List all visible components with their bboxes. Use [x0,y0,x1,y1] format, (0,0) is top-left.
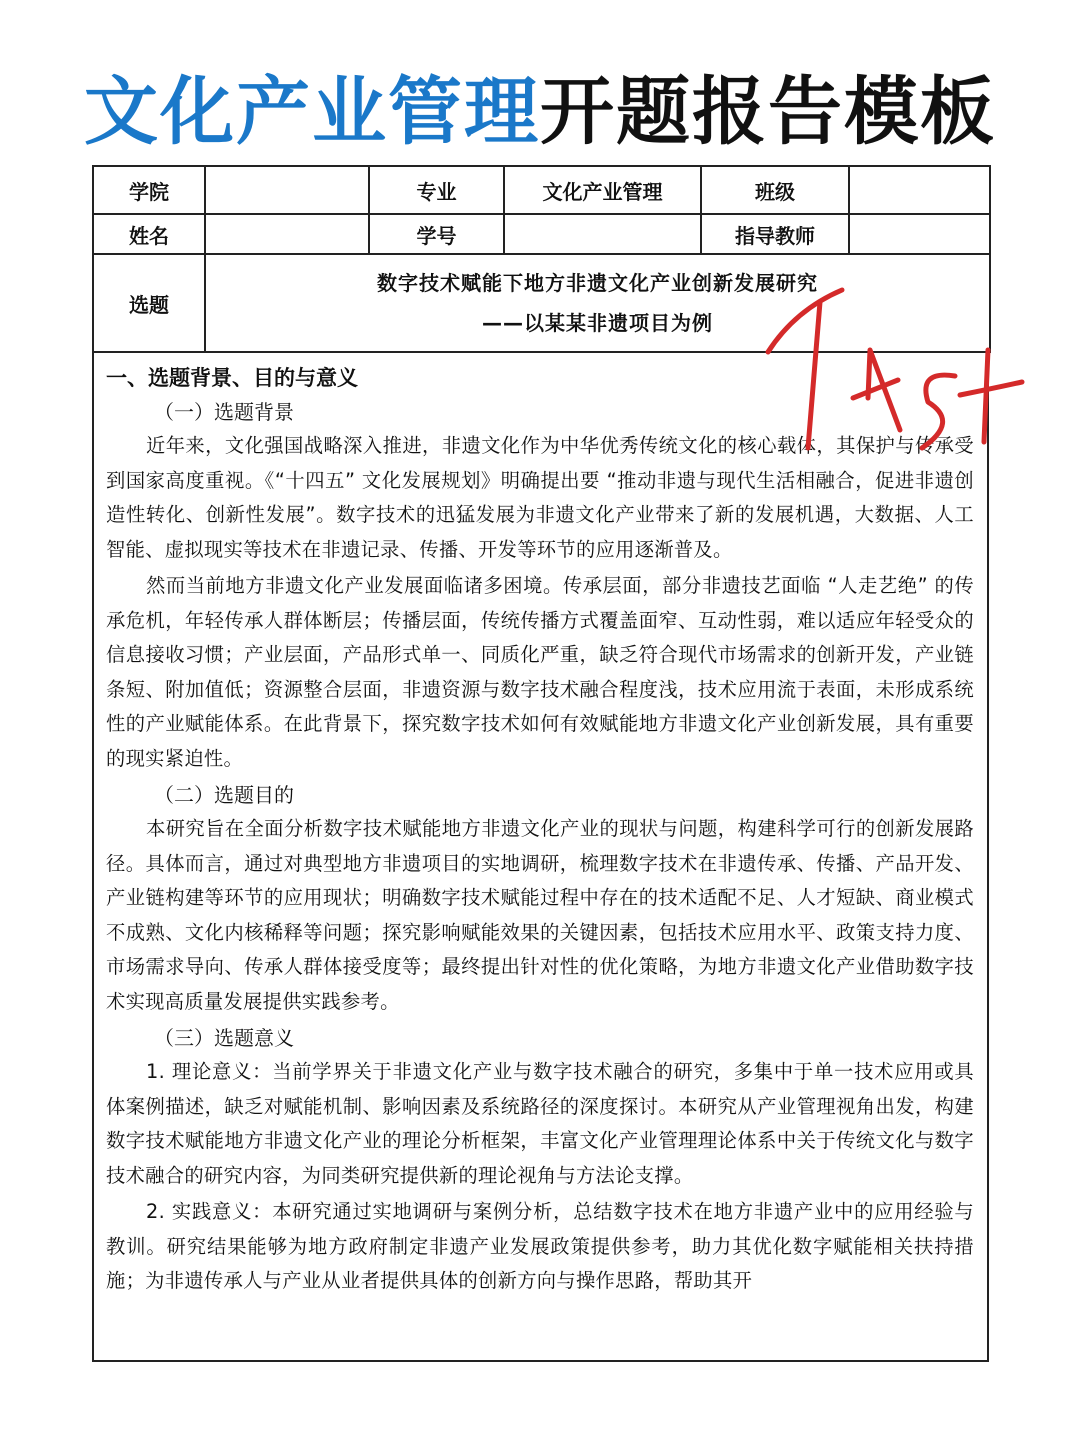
paragraph-purpose: 本研究旨在全面分析数字技术赋能地方非遗文化产业的现状与问题，构建科学可行的创新发展路径。具体而言，通过对典型地方非遗项目的实地调研，梳理数字技术在非遗传承、传播、产品开发、产业链构建等环节的应用现状；明确数字技术赋能过程中存在的技术适配不足、人才短缺、商业模式不成熟、文化内核稀释等问题；探究影响赋能效果的关键因素，包括技术应用水平、政策支持力度、市场需求导向、传承人群体接受度等；最终提出针对性的优化策略，为地方非遗文化产业借助数字技术实现高质量发展提供实践参考。 [106,817,974,1013]
form-row-2 [93,214,990,254]
page-title-blue: 文化产业管理 [84,69,540,155]
student-id-field[interactable] [504,214,701,254]
annotation-stroke-6 [984,350,988,442]
form-row-1 [93,166,990,214]
advisor-field[interactable] [849,214,990,254]
paragraph-background-2: 然而当前地方非遗文化产业发展面临诸多困境。传承层面，部分非遗技艺面临 “人走艺绝” 的传承危机，年轻传承人群体断层；传播层面，传统传播方式覆盖面窄、互动性弱，难以适应年轻受众的信息接收习惯；产业层面，产品形式单一、同质化严重，缺乏符合现代市场需求的创新开发，产业链条短、附加值低；资源整合层面，非遗资源与数字技术融合程度浅，技术应用流于表面，未形成系统性的产业赋能体系。在此背景下，探究数字技术如何有效赋能地方非遗文化产业创新发展，具有重要的现实紧迫性。 [106,574,974,770]
handwritten-annotation [750,280,1030,460]
annotation-stroke-4 [853,380,898,398]
name-label: 姓名 [93,214,205,254]
annotation-strokes [768,290,1022,448]
college-label: 学院 [93,166,205,214]
annotation-stroke-7 [960,382,1022,395]
topic-line-1: 数字技术赋能下地方非遗文化产业创新发展研究 [377,271,818,295]
subheading-purpose: （二）选题目的 [154,783,294,807]
annotation-stroke-5 [922,375,955,448]
annotation-stroke-2 [808,302,820,448]
major-label: 专业 [369,166,504,214]
subheading-background: （一）选题背景 [154,400,294,424]
paragraph-practical: 2. 实践意义：本研究通过实地调研与案例分析，总结数字技术在地方非遗产业中的应用经验与教训。研究结果能够为地方政府制定非遗产业发展政策提供参考，助力其优化数字赋能相关扶持措施；为非遗传承人与产业从业者提供具体的创新方向与操作思路，帮助其开 [106,1200,974,1292]
section-heading: 一、选题背景、目的与意义 [106,366,358,390]
topic-label: 选题 [93,254,205,352]
major-field[interactable]: 文化产业管理 [504,166,701,214]
subheading-significance: （三）选题意义 [154,1026,294,1050]
topic-line-2: ——以某某非遗项目为例 [482,311,713,335]
paragraph-background-1: 近年来，文化强国战略深入推进，非遗文化作为中华优秀传统文化的核心载体，其保护与传承受到国家高度重视。《“十四五” 文化发展规划》明确提出要 “推动非遗与现代生活相融合，促进非遗创造性转化、创新性发展”。数字技术的迅猛发展为非遗文化产业带来了新的发展机遇，大数据、人工智能、虚拟现实等技术在非遗记录、传播、开发等环节的应用逐渐普及。 [106,434,974,561]
class-label: 班级 [701,166,849,214]
college-field[interactable] [205,166,369,214]
paragraph-theoretical: 1. 理论意义：当前学界关于非遗文化产业与数字技术融合的研究，多集中于单一技术应用或具体案例描述，缺乏对赋能机制、影响因素及系统路径的深度探讨。本研究从产业管理视角出发，构建数字技术赋能地方非遗文化产业的理论分析框架，丰富文化产业管理理论体系中关于传统文化与数字技术融合的研究内容，为同类研究提供新的理论视角与方法论支撑。 [106,1060,974,1187]
page-title [0,62,1080,162]
page-title-black: 开题报告模板 [540,69,996,155]
annotation-stroke-1 [768,290,842,352]
student-id-label: 学号 [369,214,504,254]
report-body [92,351,989,1362]
advisor-label: 指导教师 [701,214,849,254]
name-field[interactable] [205,214,369,254]
class-field[interactable] [849,166,990,214]
